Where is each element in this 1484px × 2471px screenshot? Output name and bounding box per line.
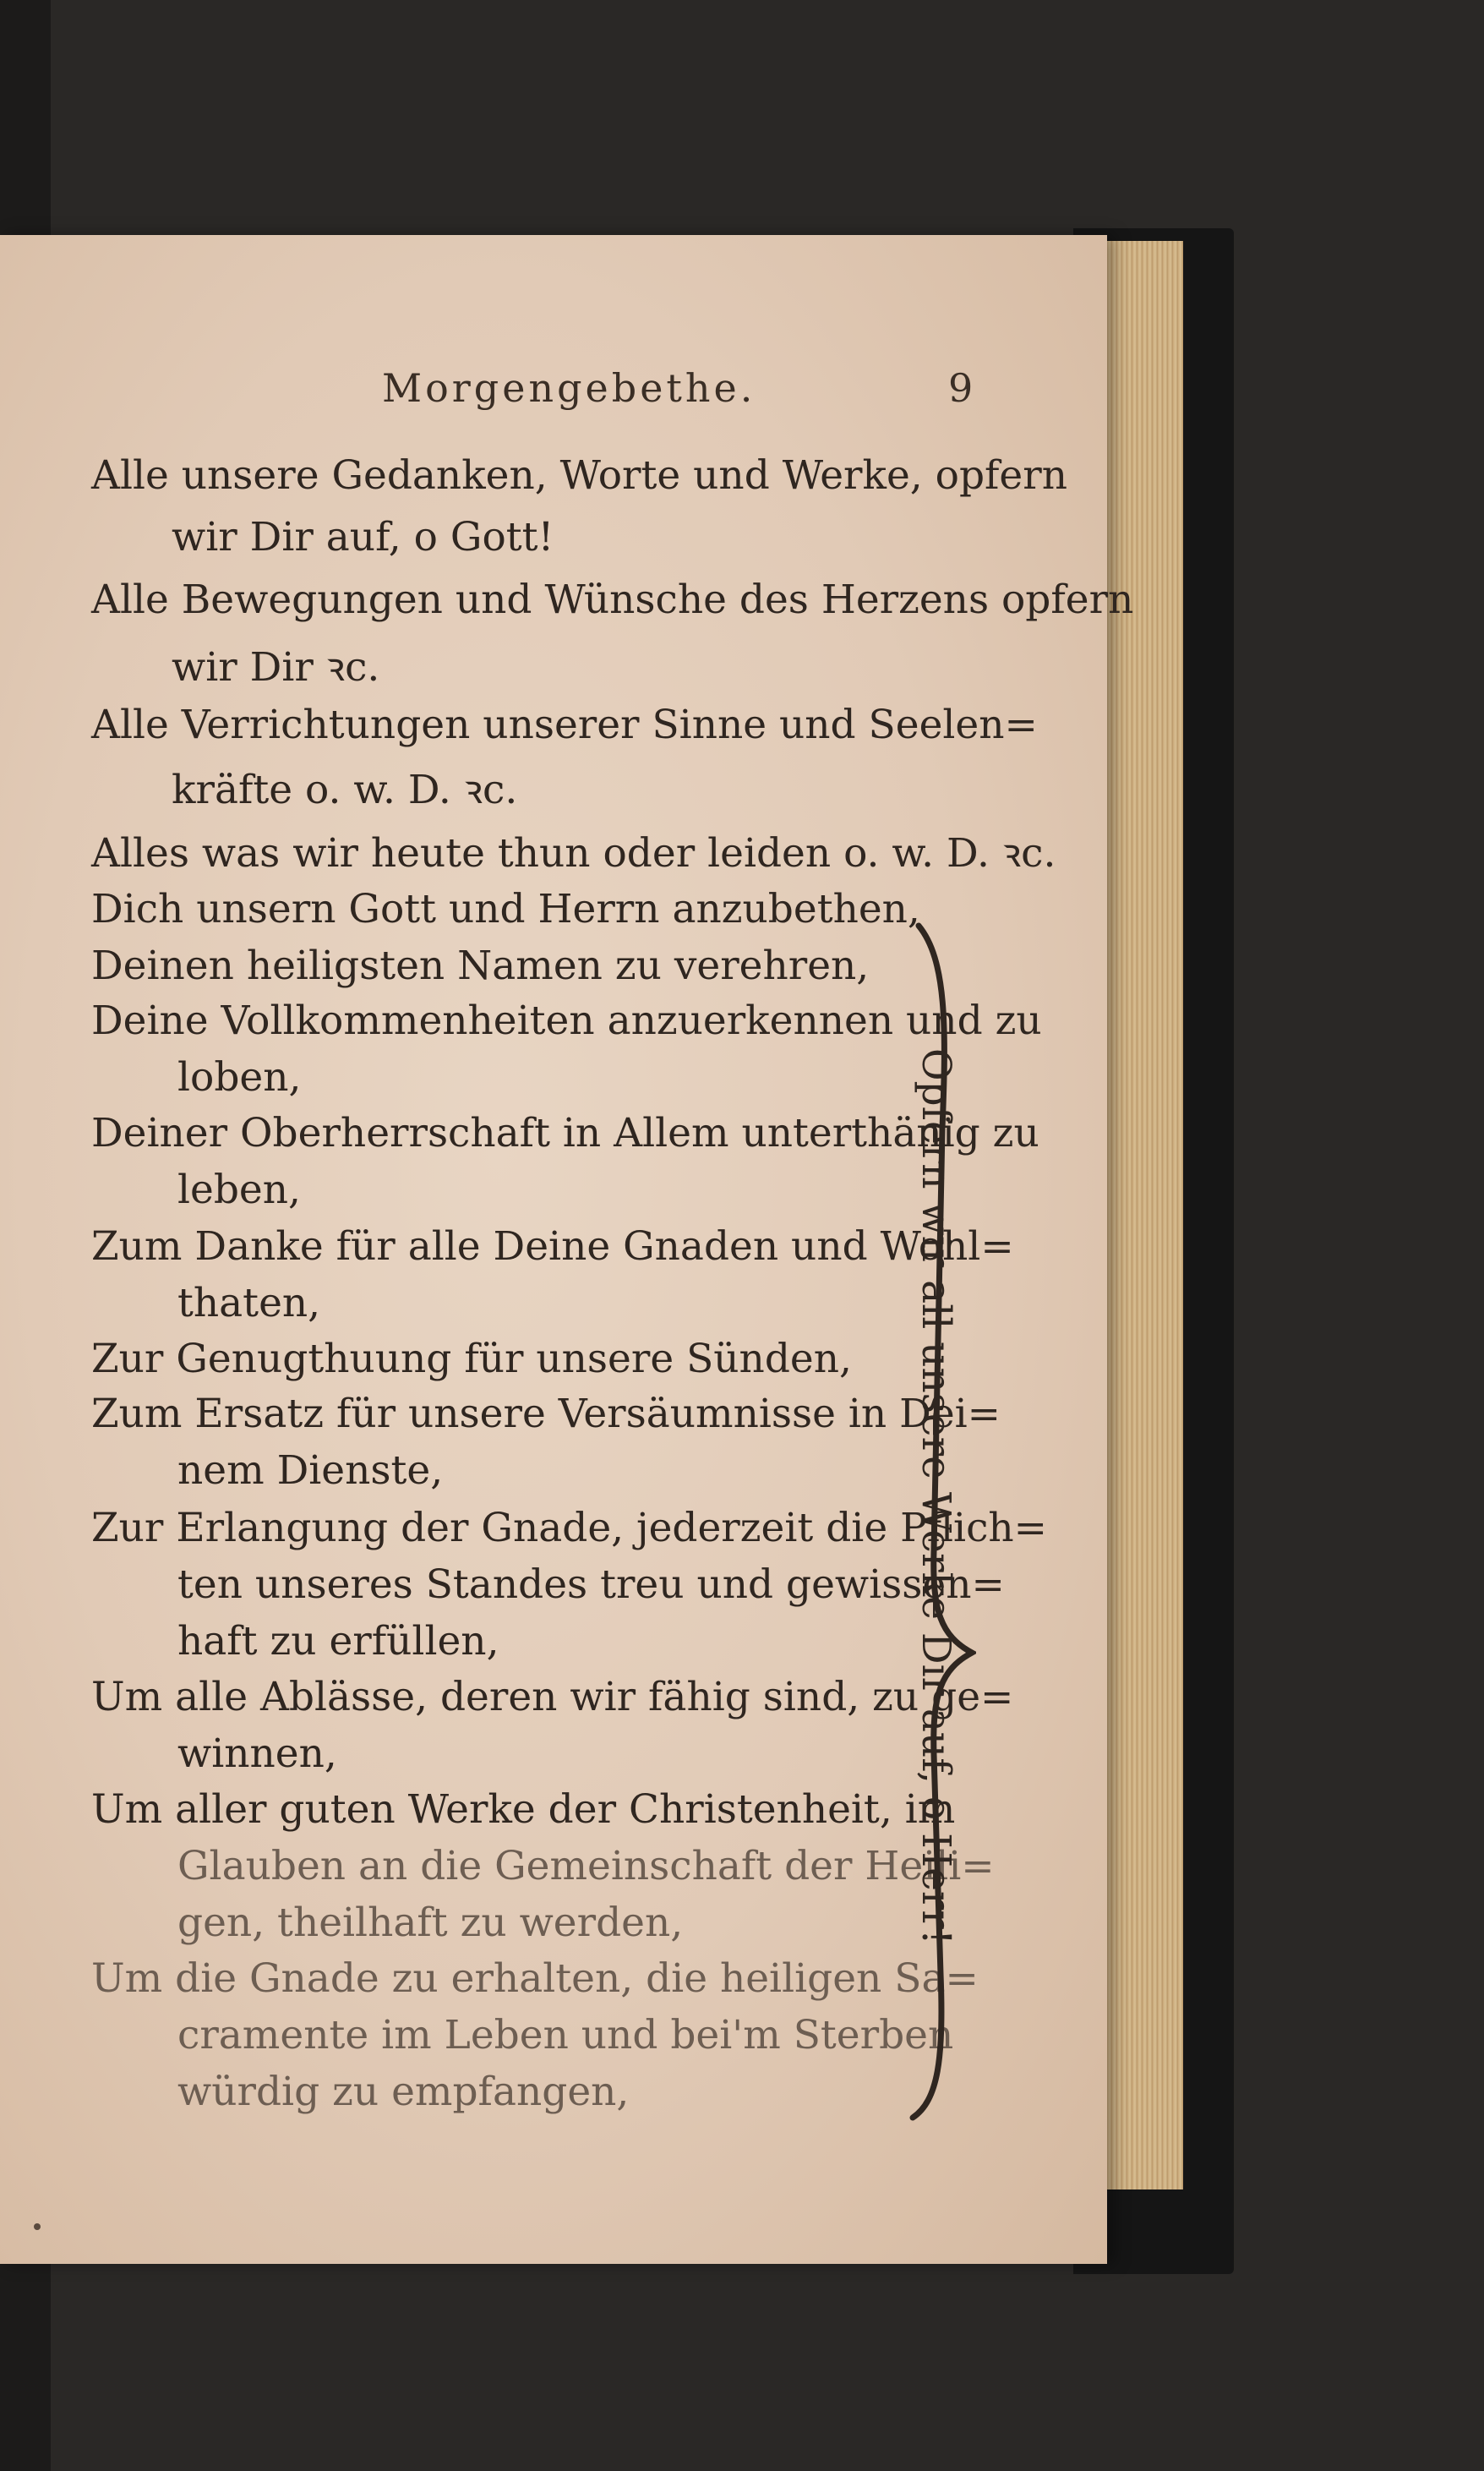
offering-4-line-2: leben, [177,1167,301,1213]
offering-11-line-3: würdig zu empfangen, [177,2069,630,2115]
offering-5-line-1: Zum Danke für alle Deine Gnaden und Wohl= [91,1223,1014,1270]
offering-9-line-1: Um alle Ablässe, deren wir fähig sind, zu ge= [91,1674,1014,1720]
offering-10-line-2: Glauben an die Gemeinschaft der Heili= [177,1843,995,1889]
offering-8-line-3: haft zu erfüllen, [177,1618,499,1665]
offering-3-line-2: loben, [177,1054,302,1101]
paragraph-1-line-1: Alle unsere Gedanken, Worte und Werke, opfern [91,452,1067,499]
offering-11-line-2: cramente im Leben und bei'm Sterben [177,2012,954,2058]
offering-5-line-2: thaten, [177,1280,321,1326]
paragraph-3-line-1: Alle Verrichtungen unserer Sinne und Seelen= [91,702,1038,748]
offering-8-line-1: Zur Erlangung der Gnade, jederzeit die Pflich= [91,1505,1048,1551]
offering-2: Deinen heiligsten Namen zu verehren, [91,943,870,989]
vertical-side-text: Opfern wir all unsere Werke Dir auf, o Herr! [913,1048,959,1945]
offering-7-line-1: Zum Ersatz für unsere Versäumnisse in Dei= [91,1391,1001,1437]
offering-1: Dich unsern Gott und Herrn anzubethen, [91,886,920,932]
running-head: Morgengebethe. [382,365,756,411]
offering-9-line-2: winnen, [177,1730,337,1777]
paragraph-2-line-1: Alle Bewegungen und Wünsche des Herzens opfern [91,577,1134,623]
offering-7-line-2: nem Dienste, [177,1447,444,1494]
offering-8-line-2: ten unseres Standes treu und gewissen= [177,1561,1005,1608]
paper-speck [34,2223,41,2230]
paragraph-3-line-2: kräfte o. w. D. ꝛc. [172,767,518,813]
paragraph-1-line-2: wir Dir auf, o Gott! [172,514,554,560]
offering-11-line-1: Um die Gnade zu erhalten, die heiligen Sa= [91,1955,979,2002]
offering-4-line-1: Deiner Oberherrschaft in Allem unterthänig zu [91,1110,1039,1156]
offering-6: Zur Genugthuung für unsere Sünden, [91,1336,852,1382]
page-number: 9 [948,365,974,411]
offering-3-line-1: Deine Vollkommenheiten anzuerkennen und zu [91,998,1042,1044]
paragraph-4-line-1: Alles was wir heute thun oder leiden o. w. D. ꝛc. [91,830,1056,877]
offering-10-line-1: Um aller guten Werke der Christenheit, im [91,1786,956,1833]
paragraph-2-line-2: wir Dir ꝛc. [172,644,380,691]
offering-10-line-3: gen, theilhaft zu werden, [177,1900,684,1946]
